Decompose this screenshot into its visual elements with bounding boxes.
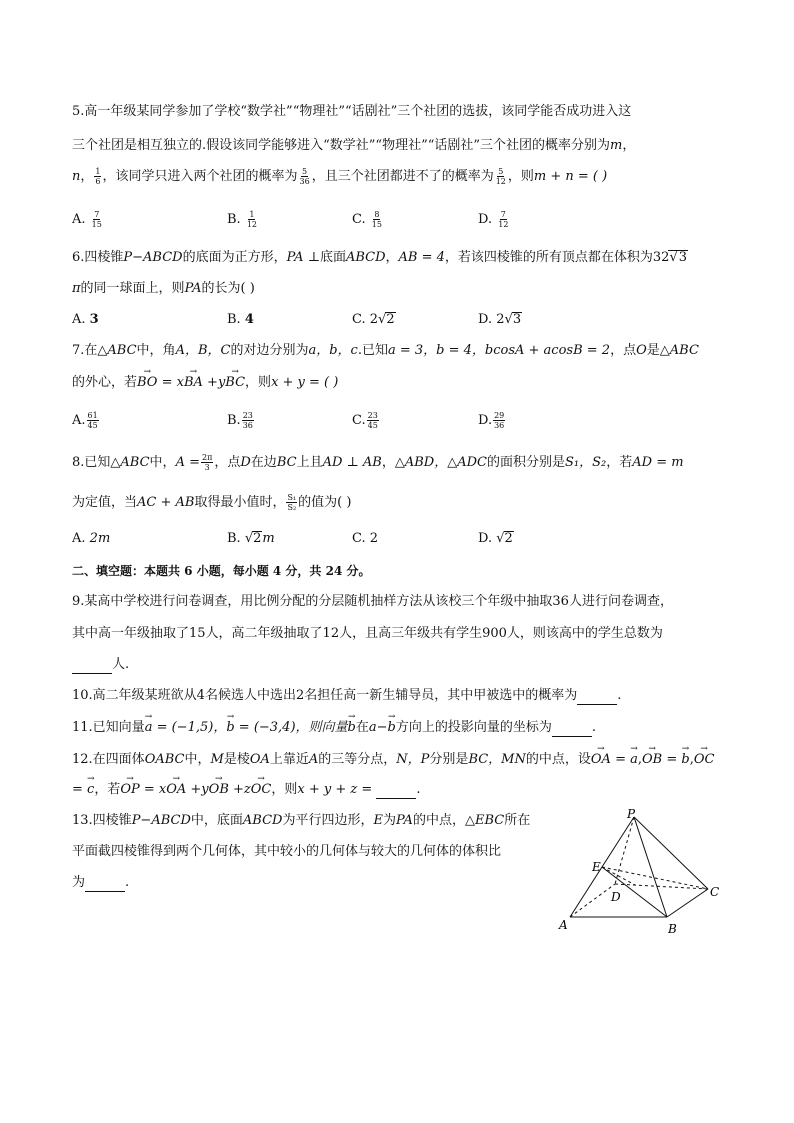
answer-blank[interactable] <box>85 877 125 892</box>
q8-option-b: B. √2m <box>227 531 275 546</box>
q8-line2: 为定值，当AC + AB取得最小值时， $\frac{\text{S₁}}{\text{S₂}}$ 的值为( ) <box>72 493 352 512</box>
q11-line: 11.已知向量→ a = (−1,5)，→ b = (−3,4)，则向量→ b在a−→ b方向上的投影向量的坐标为 . <box>72 719 596 737</box>
label-c: C <box>710 885 720 899</box>
label-e: E <box>592 860 601 874</box>
q12-line1: 12.在四面体OABC中，M是棱OA上靠近A的三等分点，N，P分别是BC，MN的中点，设→ OA = → a,→ OB = → b,→ OC <box>72 751 714 769</box>
q6-option-b: B. 4 <box>227 312 254 327</box>
q7-line1: 7.在△ABC中，角A，B，C的对边分别为a，b，c.已知a = 3，b = 4，bcosA + acosB = 2，点O是△ABC <box>72 343 699 358</box>
q5-line3: n， $\frac{1}{6}$ ，该同学只进入两个社团的概率为 $\frac{5}{36}$ ，且三个社团都进不了的概率为 $\frac{5}{12}$ ，则m + n = ( ) <box>72 167 608 186</box>
q6-line1: 6.四棱锥P−ABCD的底面为正方形，PA ⊥底面ABCD，AB = 4，若该四棱锥的所有顶点都在体积为32√3 <box>72 250 688 265</box>
q7-option-a: A. $\frac{61}{45}$ <box>72 411 98 430</box>
q6-option-a: A. 3 <box>72 312 99 327</box>
edge-ec <box>602 867 708 889</box>
fraction: $\frac{5}{36}$ <box>299 167 310 186</box>
q8-line1: 8.已知△ABC中，A = $\frac{2\pi}{3}$ ，点D在边BC上且AD ⊥ AB，△ABD，△ADC的面积分别是S₁，S₂，若AD = m <box>72 453 684 472</box>
q13-line2: 平面截四棱锥得到两个几何体，其中较小的几何体与较大的几何体的体积比 <box>72 844 502 859</box>
q13-line1: 13.四棱锥P−ABCD中，底面ABCD为平行四边形，E为PA的中点，△EBC所在 <box>72 813 531 828</box>
edge-ef <box>602 867 635 885</box>
q6-option-c: C. 2√2 <box>352 312 395 327</box>
q5-option-b: B. $\frac{1}{12}$ <box>227 210 258 229</box>
edge-bc <box>667 889 708 917</box>
q7-option-d: D. $\frac{29}{36}$ <box>478 411 505 430</box>
q8-option-c: C. 2 <box>352 531 379 546</box>
edge-pb <box>634 817 667 917</box>
label-b: B <box>668 922 677 936</box>
fraction: $\frac{1}{6}$ <box>95 167 101 186</box>
q10-line: 10.高二年级某班欲从4名候选人中选出2名担任高一新生辅导员，其中甲被选中的概率为 . <box>72 688 622 703</box>
q6-option-d: D. 2√3 <box>478 312 522 327</box>
answer-blank[interactable] <box>376 784 416 799</box>
q12-line2: = → c，若→ OP = x→ OA +y→ OB +z→ OC，则x + y + z = . <box>72 781 421 799</box>
q9-line3: 人. <box>72 656 129 674</box>
q7-option-b: B. $\frac{23}{36}$ <box>227 411 253 430</box>
edge-pd <box>615 817 634 884</box>
edge-ad <box>570 884 615 917</box>
label-a: A <box>559 918 568 932</box>
q13-line3: 为 . <box>72 875 130 890</box>
q5-option-c: C. $\frac{8}{15}$ <box>352 210 382 229</box>
q5-option-a: A. $\frac{7}{15}$ <box>72 210 102 229</box>
q7-option-c: C. $\frac{23}{45}$ <box>352 411 378 430</box>
label-d: D <box>611 890 621 904</box>
answer-blank[interactable] <box>72 659 112 674</box>
label-p: P <box>627 807 636 821</box>
edge-pc <box>634 817 708 889</box>
q5-line1: 5.高一年级某同学参加了学校“数学社”“物理社”“话剧社”三个社团的选拔，该同学能否成功进入这 <box>72 104 632 119</box>
q8-option-a: A. 2m <box>72 531 111 546</box>
q5-line2: 三个社团是相互独立的.假设该同学能够进入“数学社”“物理社”“话剧社”三个社团的概率分别为m， <box>72 138 636 153</box>
q6-line2: π的同一球面上，则PA的长为( ) <box>72 281 255 296</box>
pyramid-figure <box>555 805 730 940</box>
q9-line1: 9.某高中学校进行问卷调查，用比例分配的分层随机抽样方法从该校三个年级中抽取36人进行问卷调查， <box>72 594 673 609</box>
q9-line2: 其中高一年级抽取了15人，高二年级抽取了12人，且高三年级共有学生900人，则该高中的学生总数为 <box>72 626 663 641</box>
q7-line2: 的外心，若→ BO = x→ BA +y→ BC，则x + y = ( ) <box>72 374 338 392</box>
answer-blank[interactable] <box>577 690 617 705</box>
section-heading: 二、填空题：本题共 6 小题，每小题 4 分，共 24 分。 <box>72 564 371 578</box>
answer-blank[interactable] <box>552 722 592 737</box>
fraction: $\frac{5}{12}$ <box>495 167 506 186</box>
q8-option-d: D. √2 <box>478 531 513 546</box>
q5-option-d: D. $\frac{7}{12}$ <box>478 210 509 229</box>
